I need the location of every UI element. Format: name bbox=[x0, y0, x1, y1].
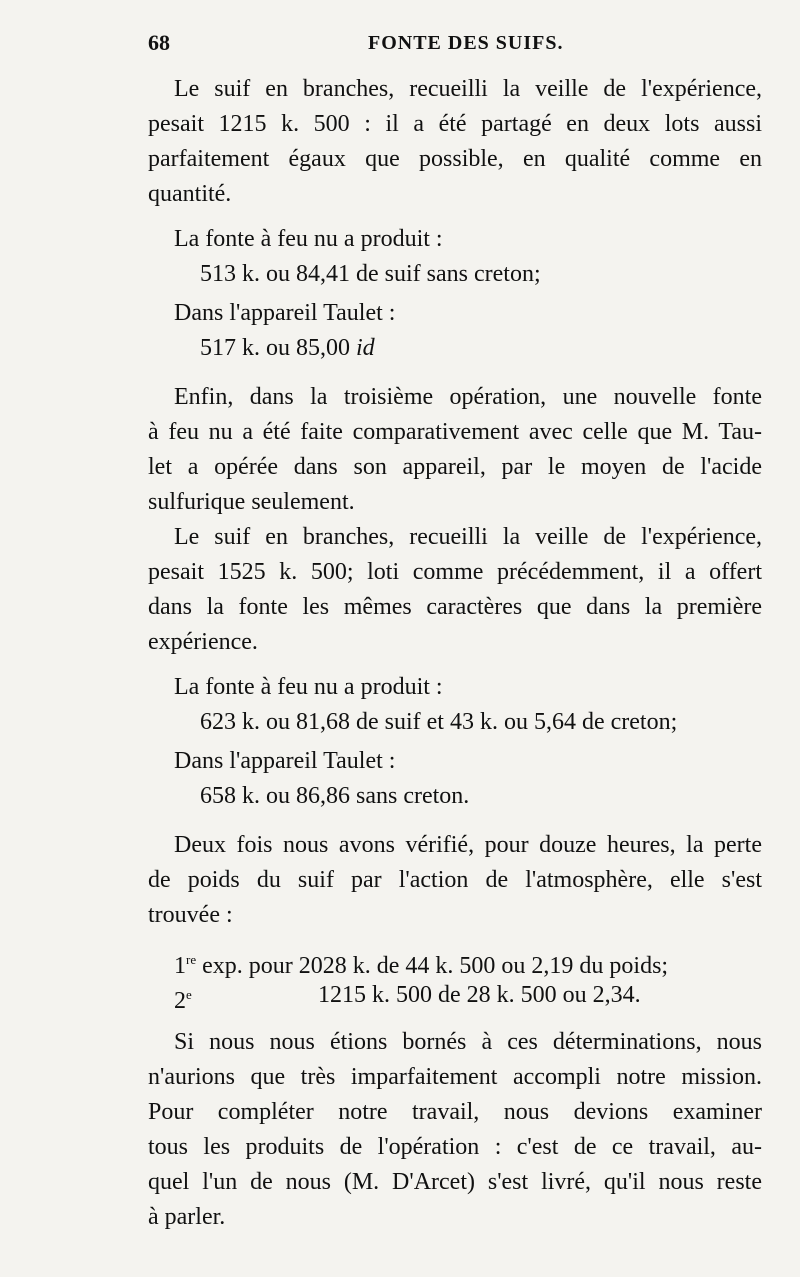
result-label: La fonte à feu nu a produit : bbox=[174, 226, 443, 252]
result-label: La fonte à feu nu a produit : bbox=[174, 674, 443, 700]
experiment-number: 2 bbox=[174, 988, 186, 1014]
experiment-number: 1 bbox=[174, 953, 186, 979]
experiment-line-1 bbox=[174, 943, 668, 983]
text-line: Deux fois nous avons vérifié, pour douze heures, la perte bbox=[174, 832, 762, 858]
text-line: Si nous nous étions bornés à ces déterminations, nous bbox=[174, 1029, 762, 1055]
result-value-id: id bbox=[356, 335, 375, 361]
page-header bbox=[148, 30, 760, 64]
text-line: Pour compléter notre travail, nous devions examiner bbox=[148, 1099, 762, 1125]
text-line: pesait 1215 k. 500 : il a été partagé en deux lots aussi bbox=[148, 111, 762, 137]
result-value bbox=[200, 331, 375, 365]
text-line: let a opérée dans son appareil, par le moyen de l'acide bbox=[148, 454, 762, 480]
page-number: 68 bbox=[148, 30, 170, 55]
experiment-text: 1215 k. 500 de 28 k. 500 ou 2,34. bbox=[318, 982, 641, 1008]
text-line: parfaitement égaux que possible, en qualité comme en bbox=[148, 146, 762, 172]
experiment-text: exp. pour 2028 k. de 44 k. 500 ou 2,19 du poids; bbox=[196, 953, 669, 979]
text-line: pesait 1525 k. 500; loti comme précédemment, il a offert bbox=[148, 559, 762, 585]
text-line: Le suif en branches, recueilli la veille de l'expérience, bbox=[174, 524, 762, 550]
text-line: tous les produits de l'opération : c'est de ce travail, au- bbox=[148, 1134, 762, 1160]
result-value-main: 517 k. ou 85,00 bbox=[200, 335, 356, 361]
result-label: Dans l'appareil Taulet : bbox=[174, 748, 396, 774]
running-title: FONTE DES SUIFS. bbox=[368, 32, 564, 54]
experiment-line-2 bbox=[174, 978, 762, 1012]
text-line: de poids du suif par l'action de l'atmosphère, elle s'est bbox=[148, 867, 762, 893]
text-line: quel l'un de nous (M. D'Arcet) s'est livré, qu'il nous reste bbox=[148, 1169, 762, 1195]
text-line: expérience. bbox=[148, 629, 258, 655]
text-line: sulfurique seulement. bbox=[148, 489, 355, 515]
experiment-ordinal: re bbox=[186, 952, 197, 967]
text-line: à parler. bbox=[148, 1204, 226, 1230]
result-value: 658 k. ou 86,86 sans creton. bbox=[200, 783, 470, 809]
text-line: dans la fonte les mêmes caractères que dans la première bbox=[148, 594, 762, 620]
experiment-ordinal: e bbox=[186, 987, 192, 1002]
result-label: Dans l'appareil Taulet : bbox=[174, 300, 396, 326]
text-line: trouvée : bbox=[148, 902, 233, 928]
result-value: 623 k. ou 81,68 de suif et 43 k. ou 5,64 de creton; bbox=[200, 709, 678, 735]
text-line: à feu nu a été faite comparativement avec celle que M. Tau- bbox=[148, 419, 762, 445]
text-line: Le suif en branches, recueilli la veille de l'expérience, bbox=[174, 76, 762, 102]
text-line: quantité. bbox=[148, 181, 232, 207]
text-line: Enfin, dans la troisième opération, une nouvelle fonte bbox=[174, 384, 762, 410]
text-line: n'aurions que très imparfaitement accompli notre mission. bbox=[148, 1064, 762, 1090]
result-value: 513 k. ou 84,41 de suif sans creton; bbox=[200, 261, 541, 287]
